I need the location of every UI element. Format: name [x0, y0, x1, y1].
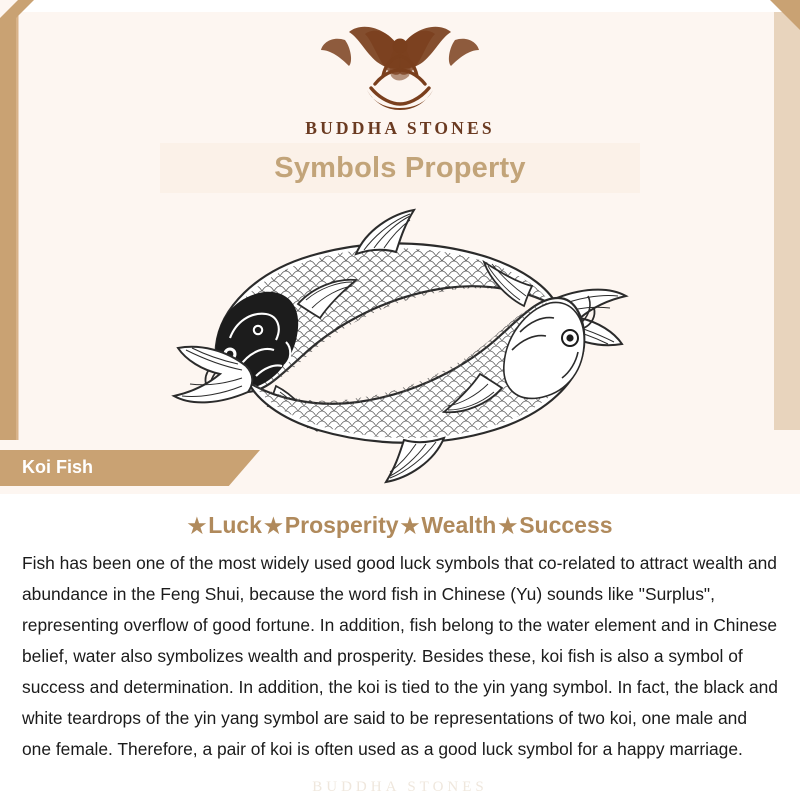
- brand-name: BUDDHA STONES: [305, 118, 495, 138]
- star-icon: ★: [263, 515, 283, 538]
- body-paragraph: Fish has been one of the most widely used good luck symbols that co-related to attract wealth and abundance in the Feng Shui, because the word fish in Chinese (Yu) sounds like "Surplus", representing overflow of good fortune. In addition, fish belong to the water element and in Chinese belief, water also symbolizes wealth and prosperity. Besides these, koi fish is also a symbol of success and determination. In addition, the koi is tied to the yin yang symbol. In fact, the black and white teardrops of the yin yang symbol are said to be representations of two koi, one male and one female. Therefore, a pair of koi is often used as a good luck symbol for a happy marriage.: [22, 553, 778, 759]
- lotus-meditation-figure-icon: [0, 18, 800, 116]
- keyword-list: [0, 512, 800, 539]
- keyword-success: Success: [519, 512, 613, 538]
- star-icon: ★: [400, 515, 420, 538]
- star-icon: ★: [498, 515, 518, 538]
- keyword-wealth: Wealth: [421, 512, 497, 538]
- watermark-text: BUDDHA STONES: [312, 779, 488, 795]
- keyword-luck: Luck: [208, 512, 262, 538]
- section-tag-label: Koi Fish: [22, 457, 93, 477]
- section-tag: [0, 450, 260, 486]
- two-koi-fish-yin-yang-illustration: [160, 196, 640, 486]
- keyword-prosperity: Prosperity: [284, 512, 399, 538]
- top-white-band: [0, 0, 800, 12]
- page-title: Symbols Property: [274, 151, 526, 184]
- star-icon: ★: [187, 515, 207, 538]
- page-title-bar: [160, 143, 640, 193]
- brand-header: [0, 18, 800, 139]
